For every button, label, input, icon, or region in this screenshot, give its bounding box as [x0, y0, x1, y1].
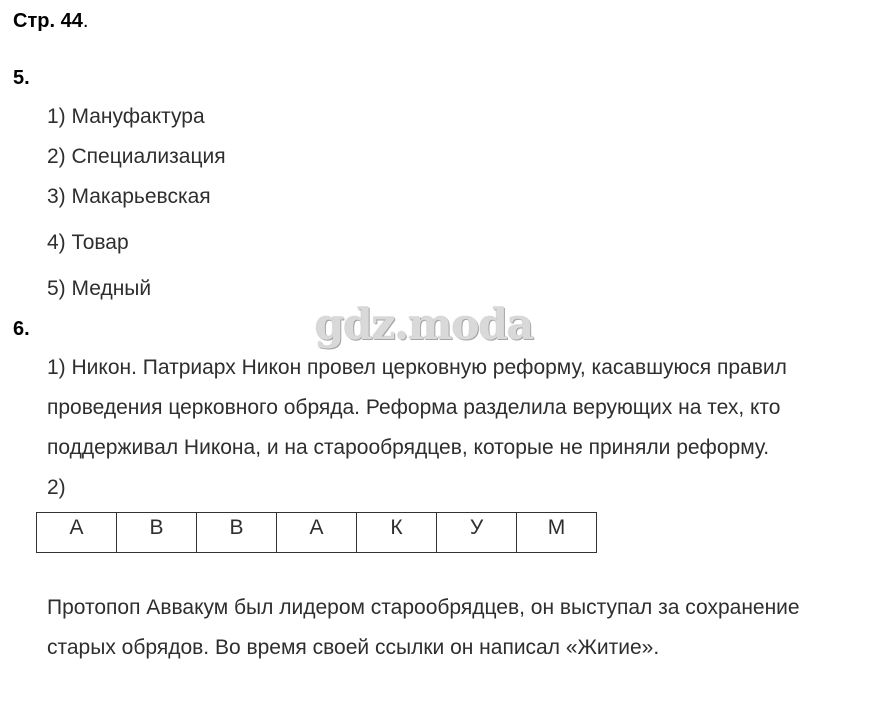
watermark-logo: gdz.moda: [315, 300, 534, 349]
table-cell: В: [197, 513, 277, 553]
task-6-number: 6.: [13, 318, 30, 340]
task-6-answer-1-line-2: проведения церковного обряда. Реформа разделила верующих на тех, кто: [47, 396, 781, 419]
task-5-item-1: 1) Мануфактура: [47, 105, 205, 128]
table-cell: У: [437, 513, 517, 553]
table-row: [37, 513, 597, 553]
answer-letters-table: [36, 512, 597, 553]
task-5-item-2: 2) Специализация: [47, 145, 226, 168]
table-cell: А: [277, 513, 357, 553]
task-5-number: 5.: [13, 67, 30, 89]
task-6-answer-2-label: 2): [47, 476, 66, 499]
page-number-dot: .: [82, 10, 89, 32]
task-6-conclusion: [47, 588, 800, 668]
table-cell: К: [357, 513, 437, 553]
table-cell: А: [37, 513, 117, 553]
task-5-item-3: 3) Макарьевская: [47, 185, 211, 208]
task-5-item-4: 4) Товар: [47, 231, 129, 254]
table-cell: В: [117, 513, 197, 553]
page-number: [13, 10, 88, 33]
task-6-conclusion-line-2: старых обрядов. Во время своей ссылки он написал «Житие».: [47, 636, 660, 659]
task-6-answer-1-line-1: 1) Никон. Патриарх Никон провел церковную реформу, касавшуюся правил: [47, 356, 787, 379]
task-6-answer-1: [47, 348, 787, 468]
task-5-item-5: 5) Медный: [47, 277, 152, 300]
task-6-conclusion-line-1: Протопоп Аввакум был лидером старообрядцев, он выступал за сохранение: [47, 596, 800, 619]
page-number-label: Стр. 44: [13, 10, 83, 32]
task-6-answer-1-line-3: поддерживал Никона, и на старообрядцев, которые не приняли реформу.: [47, 436, 770, 459]
table-cell: М: [517, 513, 597, 553]
